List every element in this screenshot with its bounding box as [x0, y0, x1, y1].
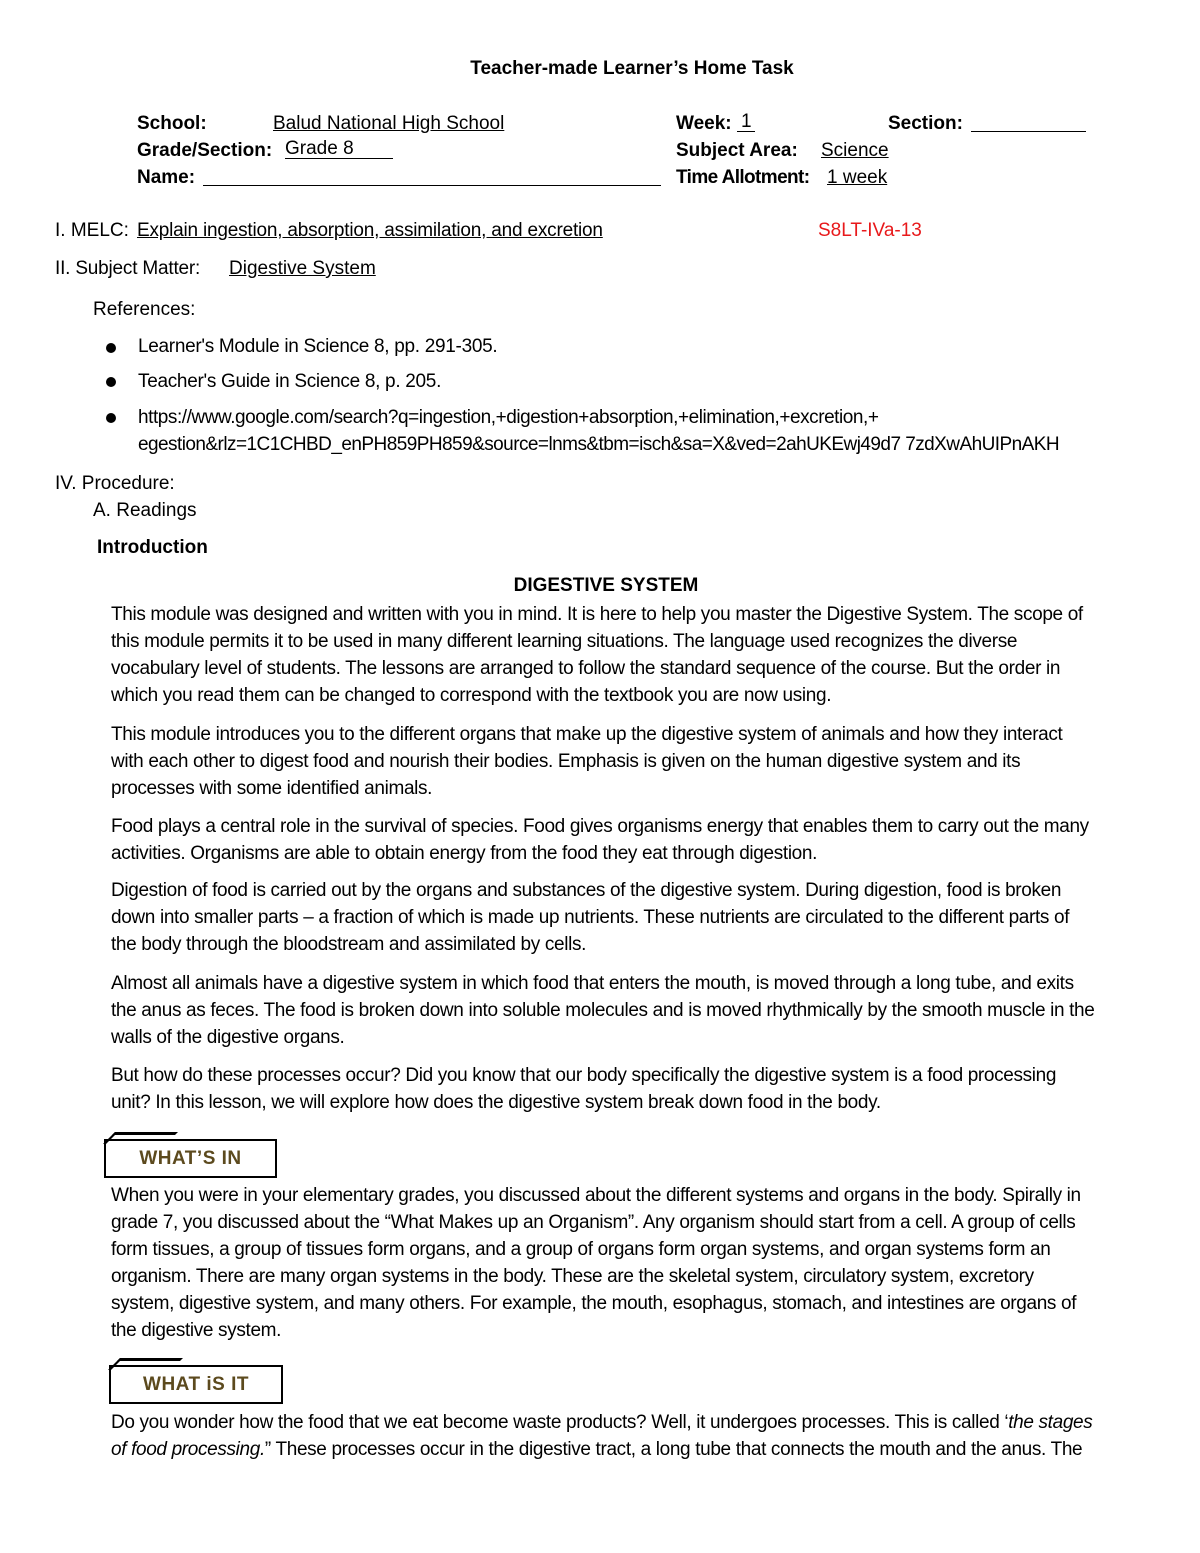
name-blank: [203, 167, 661, 191]
procedure-heading: IV. Procedure:: [55, 473, 175, 494]
text-line: walls of the digestive organs.: [111, 1027, 345, 1048]
reference-link-continued[interactable]: egestion&rlz=1C1CHBD_enPH859PH859&source=lnms&tbm=isch&sa=X&ved=2ahUKEwj49d7 7zdXwAhUIPnAKH: [138, 434, 1060, 455]
whats-in-paragraph: [111, 1182, 1156, 1344]
text-line: vocabulary level of students. The lessons are arranged to follow the standard sequence of the course. But the order in: [111, 658, 1061, 679]
melc-text: Explain ingestion, absorption, assimilation, and excretion: [137, 220, 603, 241]
text-line: [111, 1436, 1156, 1463]
text-line: [111, 1409, 1156, 1436]
text-line: which you read them can be changed to correspond with the textbook you are now using.: [111, 685, 832, 706]
references-heading: References:: [93, 299, 196, 320]
text-line: the anus as feces. The food is broken down into soluble molecules and is moved rhythmically by the smooth muscle in the: [111, 1000, 1095, 1021]
text-line: activities. Organisms are able to obtain energy from the food they eat through digestion.: [111, 843, 818, 864]
grade-value: Grade 8: [285, 138, 354, 159]
bullet-icon: [106, 343, 116, 353]
name-label: Name:: [137, 167, 196, 188]
subject-matter-text: Digestive System: [229, 258, 376, 279]
text-line: system, digestive system, and many others. For example, the mouth, esophagus, stomach, and intestines are organs of: [111, 1293, 1077, 1314]
paragraph: [111, 601, 1156, 709]
text-line: Almost all animals have a digestive system in which food that enters the mouth, is moved through a long tube, and exits: [111, 973, 1074, 994]
melc-prefix: I. MELC:: [55, 220, 129, 241]
what-is-it-label: WHAT iS IT: [143, 1373, 249, 1395]
paragraph: [111, 721, 1156, 802]
grade-label: Grade/Section:: [137, 140, 273, 161]
introduction-heading: Introduction: [97, 537, 208, 558]
text-line: Food plays a central role in the survival of species. Food gives organisms energy that enables them to carry out the many: [111, 816, 1089, 837]
italic-span: of food processing.: [111, 1439, 265, 1460]
whats-in-label: WHAT’S IN: [139, 1147, 242, 1169]
procedure-readings: A. Readings: [93, 500, 197, 521]
text-line: This module was designed and written with you in mind. It is here to help you master the Digestive System. The scope of: [111, 604, 1083, 625]
time-label: Time Allotment:: [676, 167, 810, 188]
text-line: grade 7, you discussed about the “What Makes up an Organism”. Any organism should start from a cell. A group of cells: [111, 1212, 1076, 1233]
school-value: Balud National High School: [273, 113, 505, 134]
text-line: form tissues, a group of tissues form organs, and a group of organs form organ systems, and organ systems form an: [111, 1239, 1051, 1260]
section-label: Section:: [888, 113, 963, 134]
text-line: Digestion of food is carried out by the organs and substances of the digestive system. During digestion, food is broken: [111, 880, 1062, 901]
week-label: Week:: [676, 113, 732, 134]
bullet-icon: [106, 413, 116, 423]
paragraph: [111, 1062, 1156, 1116]
section-blank: [971, 113, 1086, 137]
text-line: But how do these processes occur? Did you know that our body specifically the digestive system is a food processing: [111, 1065, 1057, 1086]
text-line: this module permits it to be used in many different learning situations. The language used recognizes the diverse: [111, 631, 1018, 652]
text-line: processes with some identified animals.: [111, 778, 433, 799]
italic-span: the stages: [1008, 1412, 1093, 1433]
text-span: Do you wonder how the food that we eat become waste products? Well, it undergoes processes. This is called ‘: [111, 1412, 1009, 1433]
text-line: with each other to digest food and nourish their bodies. Emphasis is given on the human digestive system and its: [111, 751, 1021, 772]
week-field: [737, 113, 755, 138]
paragraph: [111, 877, 1156, 958]
text-line: This module introduces you to the different organs that make up the digestive system of animals and how they interact: [111, 724, 1063, 745]
text-span: ” These processes occur in the digestive tract, a long tube that connects the mouth and the anus. The: [264, 1439, 1083, 1460]
reference-link[interactable]: https://www.google.com/search?q=ingestion,+digestion+absorption,+elimination,+excretion,+: [138, 407, 879, 428]
melc-code: S8LT-IVa-13: [818, 220, 922, 241]
subject-label: Subject Area:: [676, 140, 798, 161]
text-line: unit? In this lesson, we will explore how does the digestive system break down food in the body.: [111, 1092, 881, 1113]
time-value: 1 week: [827, 167, 888, 188]
text-line: the body through the bloodstream and assimilated by cells.: [111, 934, 587, 955]
grade-field: [285, 140, 393, 165]
text-line: When you were in your elementary grades, you discussed about the different systems and organs in the body. Spirally in: [111, 1185, 1081, 1206]
text-line: the digestive system.: [111, 1320, 282, 1341]
subject-value: Science: [821, 140, 889, 161]
paragraph: [111, 813, 1156, 867]
section-title: DIGESTIVE SYSTEM: [513, 575, 699, 596]
paragraph: [111, 970, 1156, 1051]
bullet-icon: [106, 377, 116, 387]
reference-item: Learner's Module in Science 8, pp. 291-305.: [138, 336, 498, 357]
text-line: organism. There are many organ systems in the body. These are the skeletal system, circulatory system, excretory: [111, 1266, 1034, 1287]
reference-item: Teacher's Guide in Science 8, p. 205.: [138, 371, 442, 392]
school-label: School:: [137, 113, 207, 134]
week-value: 1: [741, 111, 752, 132]
what-is-it-paragraph: [111, 1409, 1156, 1463]
whats-in-banner: [104, 1139, 277, 1178]
subject-matter-prefix: II. Subject Matter:: [55, 258, 201, 279]
text-line: down into smaller parts – a fraction of which is made up nutrients. These nutrients are circulated to the different parts of: [111, 907, 1070, 928]
document-title: Teacher-made Learner’s Home Task: [470, 58, 794, 79]
what-is-it-banner: [109, 1365, 283, 1404]
